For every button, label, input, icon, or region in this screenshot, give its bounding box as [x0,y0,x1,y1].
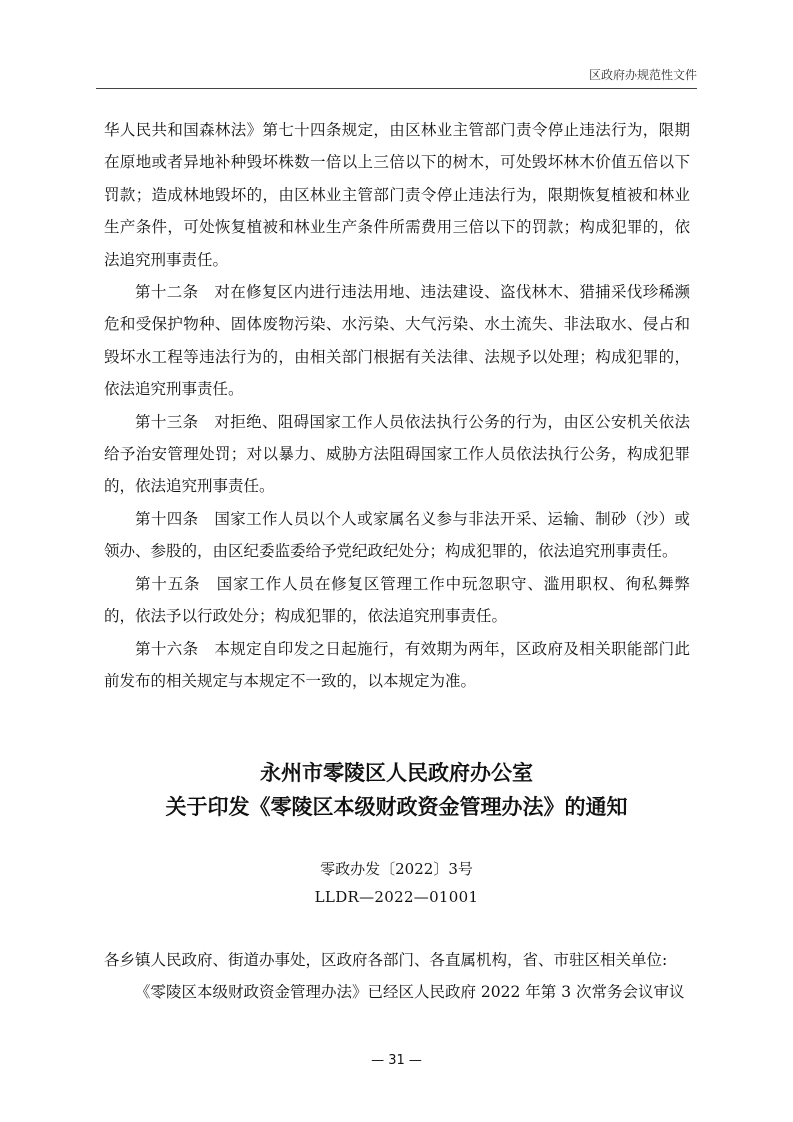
page-number: — 31 — [371,1053,422,1068]
paragraph-article-12: 第十二条 对在修复区内进行违法用地、违法建设、盗伐林木、猎捕采伐珍稀濒危和受保护物种、固体废物污染、水污染、大气污染、水土流失、非法取水、侵占和毁坏水工程等违法行为的，由相关部门根据有关法律、法规予以处理；构成犯罪的，依法追究刑事责任。 [104,283,690,399]
regulation-body [104,114,690,697]
header-divider [96,88,697,89]
document-number: 零政办发〔2022〕3号 [320,860,473,878]
notice-title [0,756,793,824]
paragraph-article-11-continued: 华人民共和国森林法》第七十四条规定，由区林业主管部门责令停止违法行为，限期在原地或者异地补种毁坏株数一倍以上三倍以下的树木，可处毁坏林木价值五倍以下罚款；造成林地毁坏的，由区林业主管部门责令停止违法行为，限期恢复植被和林业生产条件，可处恢复植被和林业生产条件所需费用三倍以下的罚款；构成犯罪的，依法追究刑事责任。 [104,121,690,269]
notice-title-line-2: 关于印发《零陵区本级财政资金管理办法》的通知 [165,795,628,819]
paragraph-article-16: 第十六条 本规定自印发之日起施行，有效期为两年，区政府及相关职能部门此前发布的相关规定与本规定不一致的，以本规定为准。 [104,639,690,690]
paragraph-article-15: 第十五条 国家工作人员在修复区管理工作中玩忽职守、滥用职权、徇私舞弊的，依法予以行政处分；构成犯罪的，依法追究刑事责任。 [104,574,690,626]
paragraph-article-14: 第十四条 国家工作人员以个人或家属名义参与非法开采、运输、制砂（沙）或领办、参股的，由区纪委监委给予党纪政纪处分；构成犯罪的，依法追究刑事责任。 [104,509,690,561]
document-code: LLDR—2022—01001 [314,888,479,906]
paragraph-article-13: 第十三条 对拒绝、阻碍国家工作人员依法执行公务的行为，由区公安机关依法给予治安管理处罚；对以暴力、威胁方法阻碍国家工作人员依法执行公务，构成犯罪的，依法追究刑事责任。 [104,412,690,496]
notice-addressee: 各乡镇人民政府、街道办事处，区政府各部门、各直属机构，省、市驻区相关单位: [104,951,668,969]
notice-body-paragraph: 《零陵区本级财政资金管理办法》已经区人民政府 2022 年第 3 次常务会议审议 [135,983,685,1002]
document-header-label: 区政府办规范性文件 [588,68,697,82]
notice-body [104,944,690,1009]
notice-title-line-1: 永州市零陵区人民政府办公室 [260,761,533,785]
